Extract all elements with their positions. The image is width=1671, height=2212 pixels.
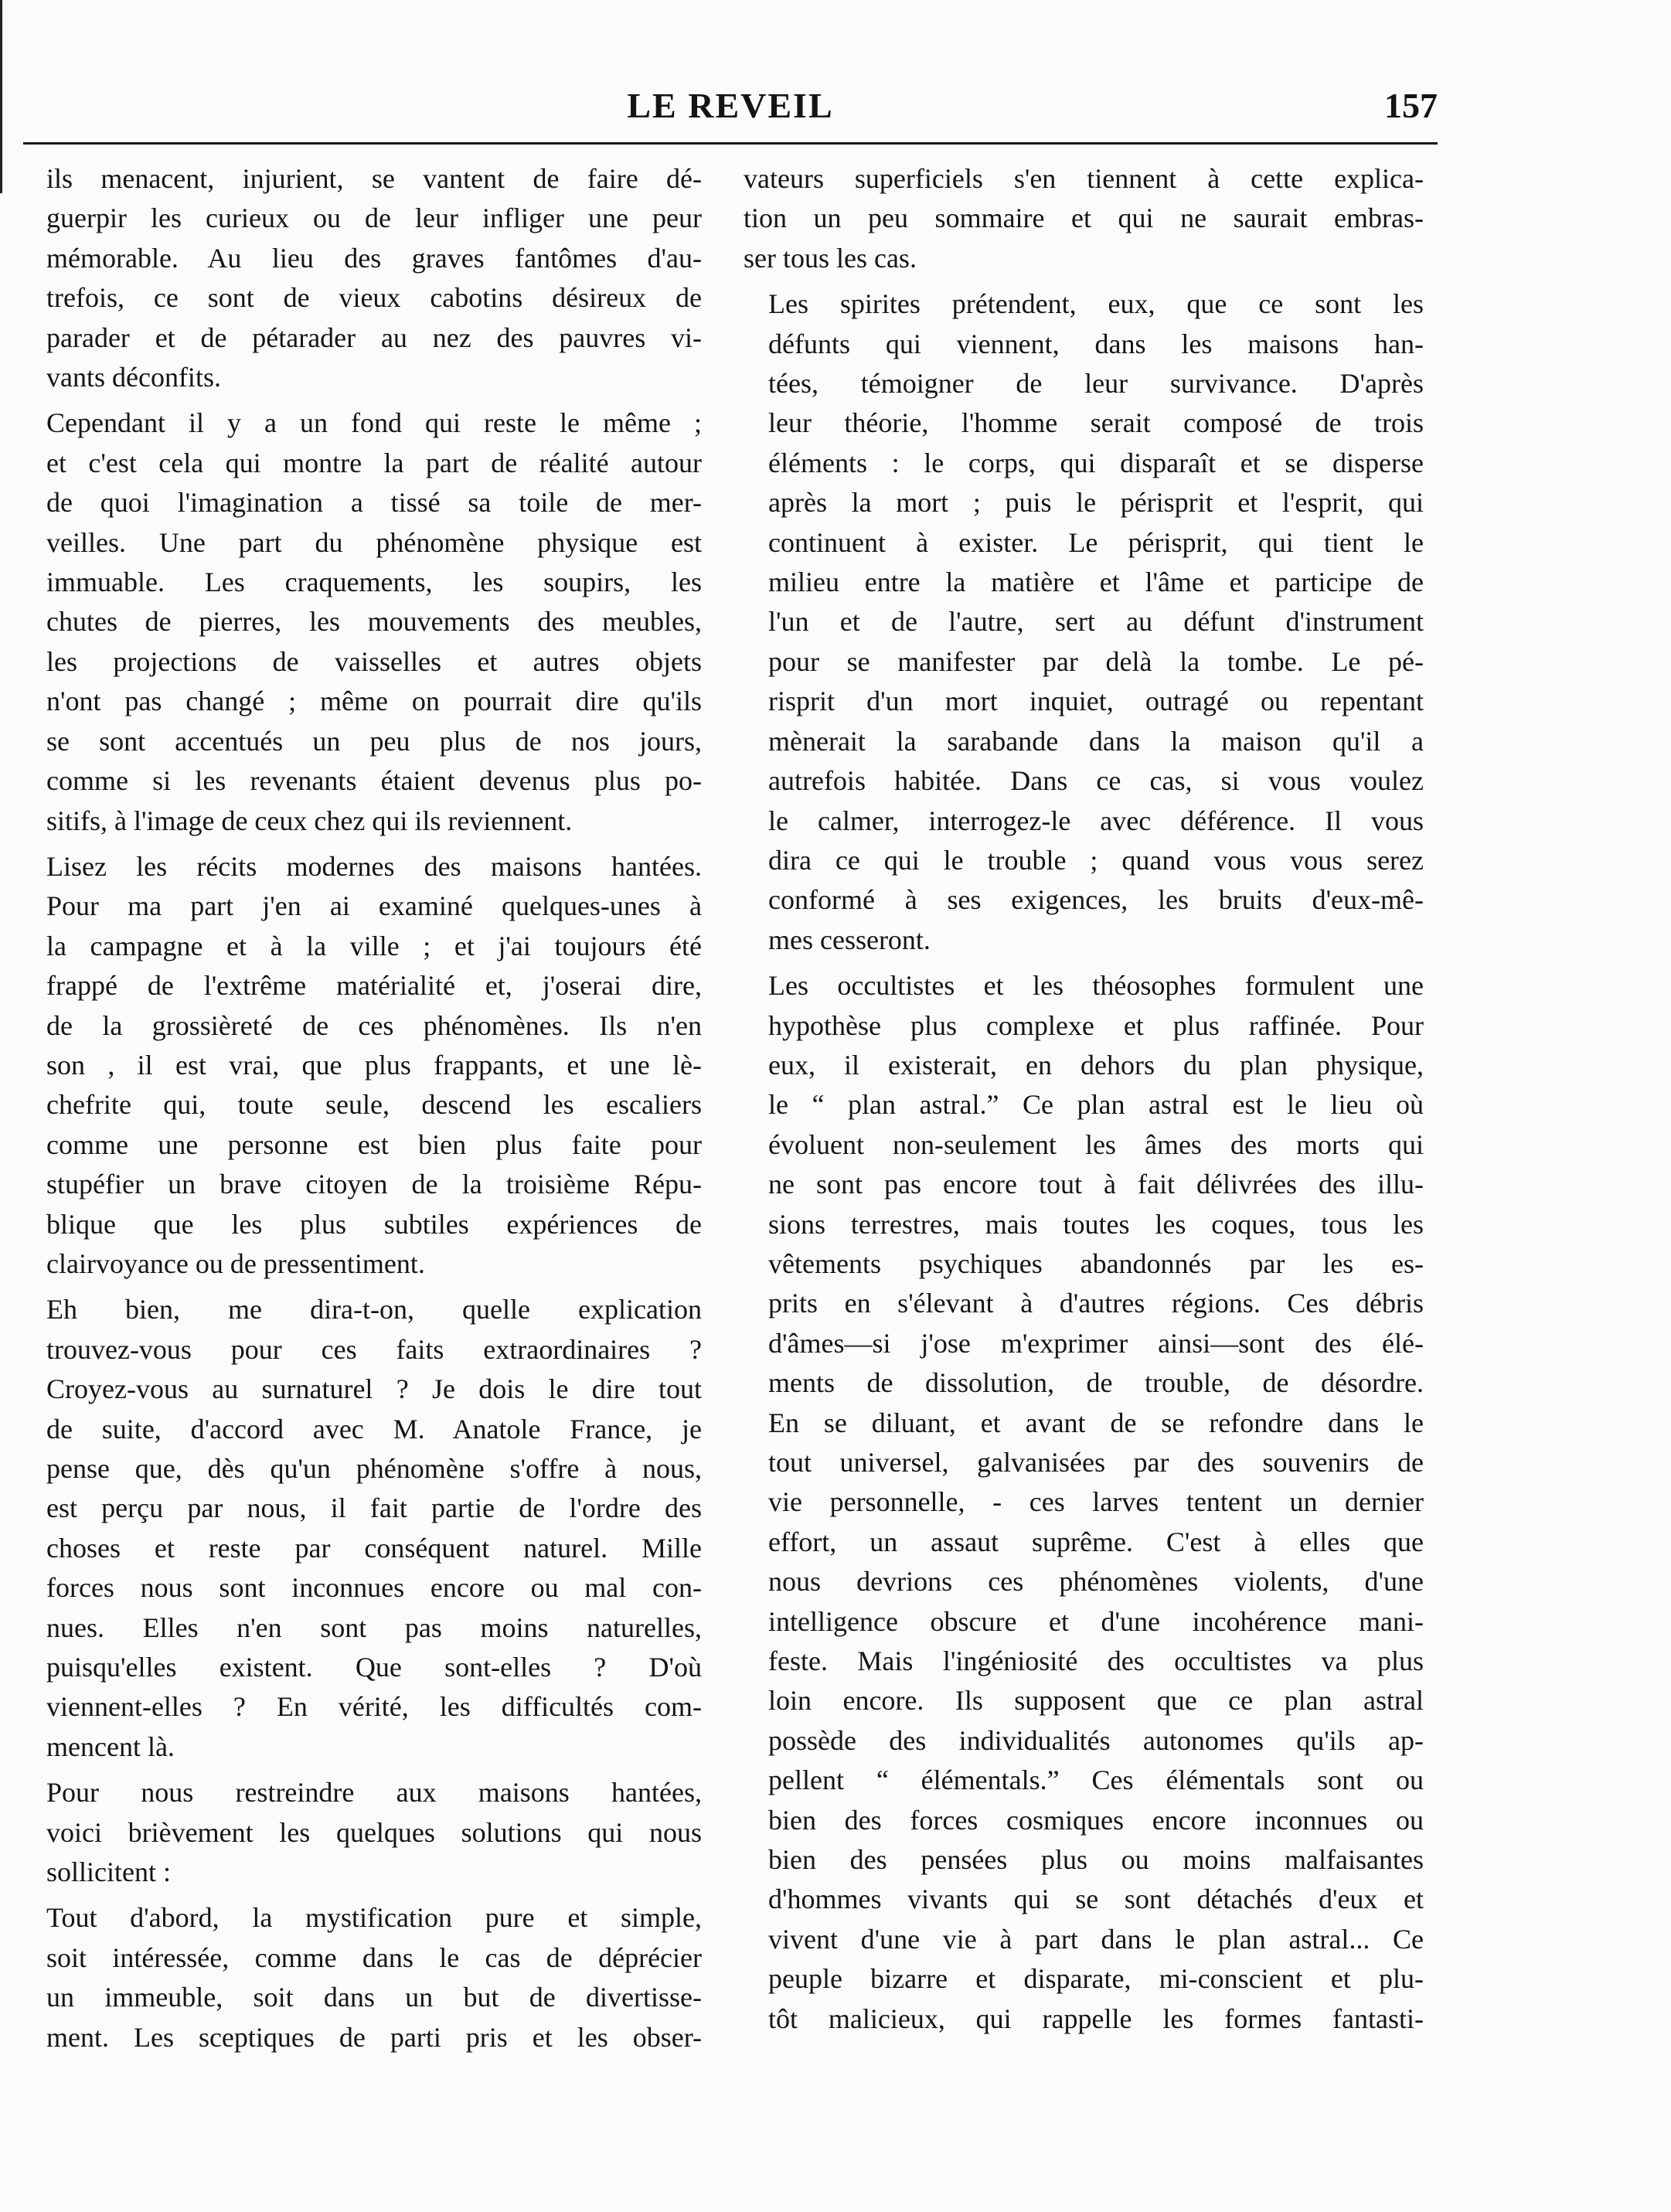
text-line: immuable. Les craquements, les soupirs, les bbox=[46, 567, 702, 598]
text-line: feste. Mais l'ingéniosité des occultistes va plus bbox=[768, 1645, 1424, 1677]
text-line: intelligence obscure et d'une incohérence mani- bbox=[768, 1605, 1424, 1637]
text-line: Les occultistes et les théosophes formulent une bbox=[768, 970, 1424, 1002]
text-line: blique que les plus subtiles expériences de bbox=[46, 1208, 702, 1240]
text-line: peuple bizarre et disparate, mi-conscient et plu- bbox=[768, 1963, 1424, 1995]
text-line: défunts qui viennent, dans les maisons han- bbox=[768, 328, 1424, 359]
text-line: prits en s'élevant à d'autres régions. Ces débris bbox=[768, 1288, 1424, 1319]
text-line: de quoi l'imagination a tissé sa toile de mer- bbox=[46, 487, 702, 519]
paragraph bbox=[22, 1290, 702, 1767]
text-line: veilles. Une part du phénomène physique est bbox=[46, 526, 702, 558]
text-line: choses et reste par conséquent naturel. Mille bbox=[46, 1532, 702, 1564]
text-line: soit intéressée, comme dans le cas de déprécier bbox=[46, 1941, 702, 1973]
text-line: trefois, ce sont de vieux cabotins désireux de bbox=[46, 282, 702, 314]
text-line: tées, témoigner de leur survivance. D'après bbox=[768, 368, 1424, 400]
text-line: éléments : le corps, qui disparaît et se disperse bbox=[768, 447, 1424, 478]
text-line: dira ce qui le trouble ; quand vous vous serez bbox=[768, 844, 1424, 876]
text-line: de la grossièreté de ces phénomènes. Ils n'en bbox=[46, 1009, 702, 1041]
paragraph bbox=[22, 847, 702, 1284]
header-rule bbox=[23, 142, 1438, 145]
text-line: les projections de vaisselles et autres objets bbox=[46, 645, 702, 677]
text-line: comme une personne est bien plus faite pour bbox=[46, 1128, 702, 1160]
text-line: milieu entre la matière et l'âme et participe de bbox=[768, 567, 1424, 598]
text-line: d'hommes vivants qui se sont détachés d'eux et bbox=[768, 1884, 1424, 1915]
paragraph bbox=[744, 159, 1424, 278]
text-line: vêtements psychiques abandonnés par les es- bbox=[768, 1247, 1424, 1279]
text-line: est perçu par nous, il fait partie de l'ordre des bbox=[46, 1492, 702, 1524]
text-line: En se diluant, et avant de se refondre dans le bbox=[768, 1407, 1424, 1438]
text-line: ments de dissolution, de trouble, de désordre. bbox=[768, 1367, 1424, 1399]
text-line: vants déconfits. bbox=[46, 362, 221, 393]
text-line: bien des forces cosmiques encore inconnues ou bbox=[768, 1804, 1424, 1836]
text-line: mes cesseront. bbox=[768, 924, 931, 955]
text-line: Pour ma part j'en ai examiné quelques-unes à bbox=[46, 890, 702, 922]
text-line: pour se manifester par delà la tombe. Le pé- bbox=[768, 645, 1424, 677]
paragraph bbox=[744, 966, 1424, 2039]
text-line: Tout d'abord, la mystification pure et simple, bbox=[46, 1902, 702, 1934]
text-line: leur théorie, l'homme serait composé de trois bbox=[768, 407, 1424, 439]
text-line: Les spirites prétendent, eux, que ce sont les bbox=[768, 288, 1424, 320]
journal-title: LE REVEIL bbox=[627, 86, 834, 125]
text-line: bien des pensées plus ou moins malfaisantes bbox=[768, 1844, 1424, 1876]
text-line: Cependant il y a un fond qui reste le même ; bbox=[46, 407, 702, 439]
text-line: comme si les revenants étaient devenus plus po- bbox=[46, 765, 702, 797]
text-line: la campagne et à la ville ; et j'ai toujours été bbox=[46, 930, 702, 961]
text-line: eux, il existerait, en dehors du plan physique, bbox=[768, 1049, 1424, 1080]
left-text-column bbox=[22, 159, 702, 2064]
text-line: Lisez les récits modernes des maisons hantées. bbox=[46, 850, 702, 882]
text-line: chefrite qui, toute seule, descend les escaliers bbox=[46, 1089, 702, 1121]
text-line: tion un peu sommaire et qui ne saurait embras- bbox=[744, 202, 1424, 234]
text-line: n'ont pas changé ; même on pourrait dire qu'ils bbox=[46, 686, 702, 717]
text-line: d'âmes—si j'ose m'exprimer ainsi—sont des élé- bbox=[768, 1327, 1424, 1359]
text-line: mencent là. bbox=[46, 1730, 175, 1762]
text-line: continuent à exister. Le périsprit, qui tient le bbox=[768, 526, 1424, 558]
text-line: puisqu'elles existent. Que sont-elles ? D'où bbox=[46, 1652, 702, 1683]
text-line: l'un et de l'autre, sert au défunt d'instrument bbox=[768, 606, 1424, 638]
text-line: ment. Les sceptiques de parti pris et les obser- bbox=[46, 2021, 702, 2053]
text-line: pense que, dès qu'un phénomène s'offre à nous, bbox=[46, 1453, 702, 1484]
text-line: guerpir les curieux ou de leur infliger une peur bbox=[46, 202, 702, 234]
text-line: loin encore. Ils supposent que ce plan astral bbox=[768, 1685, 1424, 1717]
paragraph bbox=[22, 1773, 702, 1892]
text-line: ils menacent, injurient, se vantent de faire dé- bbox=[46, 163, 702, 194]
text-line: Pour nous restreindre aux maisons hantées, bbox=[46, 1777, 702, 1809]
text-line: et c'est cela qui montre la part de réalité autour bbox=[46, 447, 702, 478]
right-text-column bbox=[744, 159, 1424, 2045]
text-line: vivent d'une vie à part dans le plan astral... Ce bbox=[768, 1923, 1424, 1955]
text-line: se sont accentués un peu plus de nos jours, bbox=[46, 725, 702, 757]
text-line: vie personnelle, - ces larves tentent un dernier bbox=[768, 1486, 1424, 1518]
paragraph bbox=[22, 159, 702, 397]
paragraph bbox=[22, 1898, 702, 2057]
text-line: parader et de pétarader au nez des pauvres vi- bbox=[46, 322, 702, 353]
text-line: trouvez-vous pour ces faits extraordinaires ? bbox=[46, 1333, 702, 1365]
paragraph bbox=[744, 284, 1424, 960]
text-line: sitifs, à l'image de ceux chez qui ils reviennent. bbox=[46, 805, 573, 836]
text-line: viennent-elles ? En vérité, les difficultés com- bbox=[46, 1691, 702, 1723]
text-line: nous devrions ces phénomènes violents, d'une bbox=[768, 1566, 1424, 1598]
text-line: stupéfier un brave citoyen de la troisième Répu- bbox=[46, 1169, 702, 1200]
text-line: frappé de l'extrême matérialité et, j'oserai dire, bbox=[46, 970, 702, 1002]
text-line: mémorable. Au lieu des graves fantômes d'au- bbox=[46, 242, 702, 274]
text-line: vateurs superficiels s'en tiennent à cette explica- bbox=[744, 163, 1424, 194]
text-line: conformé à ses exigences, les bruits d'eux-mê- bbox=[768, 884, 1424, 916]
page-edge-rule bbox=[0, 0, 2, 193]
text-line: autrefois habitée. Dans ce cas, si vous voulez bbox=[768, 765, 1424, 797]
text-line: forces nous sont inconnues encore ou mal con- bbox=[46, 1572, 702, 1604]
page-number: 157 bbox=[1384, 86, 1438, 125]
text-line: le “ plan astral.” Ce plan astral est le lieu où bbox=[768, 1089, 1424, 1121]
text-line: nues. Elles n'en sont pas moins naturelles, bbox=[46, 1611, 702, 1643]
text-line: sollicitent : bbox=[46, 1856, 171, 1888]
text-line: Croyez-vous au surnaturel ? Je dois le dire tout bbox=[46, 1373, 702, 1405]
text-line: voici brièvement les quelques solutions qui nous bbox=[46, 1816, 702, 1848]
text-line: le calmer, interrogez-le avec déférence. Il vous bbox=[768, 805, 1424, 836]
text-line: possède des individualités autonomes qu'ils ap- bbox=[768, 1724, 1424, 1756]
text-line: pellent “ élémentals.” Ces élémentals sont ou bbox=[768, 1764, 1424, 1796]
text-line: ne sont pas encore tout à fait délivrées des illu- bbox=[768, 1169, 1424, 1200]
running-header bbox=[23, 85, 1438, 131]
text-line: un immeuble, soit dans un but de divertisse- bbox=[46, 1982, 702, 2013]
text-line: chutes de pierres, les mouvements des meubles, bbox=[46, 606, 702, 638]
text-line: après la mort ; puis le périsprit et l'esprit, qui bbox=[768, 487, 1424, 519]
text-line: tôt malicieux, qui rappelle les formes fantasti- bbox=[768, 2003, 1424, 2034]
text-line: tout universel, galvanisées par des souvenirs de bbox=[768, 1447, 1424, 1478]
text-line: ser tous les cas. bbox=[744, 242, 917, 274]
text-line: risprit d'un mort inquiet, outragé ou repentant bbox=[768, 686, 1424, 717]
text-line: de suite, d'accord avec M. Anatole France, je bbox=[46, 1413, 702, 1445]
text-line: hypothèse plus complexe et plus raffinée. Pour bbox=[768, 1009, 1424, 1041]
text-line: Eh bien, me dira-t-on, quelle explication bbox=[46, 1294, 702, 1325]
text-line: mènerait la sarabande dans la maison qu'il a bbox=[768, 725, 1424, 757]
text-line: évoluent non-seulement les âmes des morts qui bbox=[768, 1128, 1424, 1160]
text-line: effort, un assaut suprême. C'est à elles que bbox=[768, 1526, 1424, 1557]
text-line: sions terrestres, mais toutes les coques, tous les bbox=[768, 1208, 1424, 1240]
paragraph bbox=[22, 403, 702, 840]
text-line: clairvoyance ou de pressentiment. bbox=[46, 1247, 425, 1279]
text-line: son , il est vrai, que plus frappants, et une lè- bbox=[46, 1049, 702, 1080]
